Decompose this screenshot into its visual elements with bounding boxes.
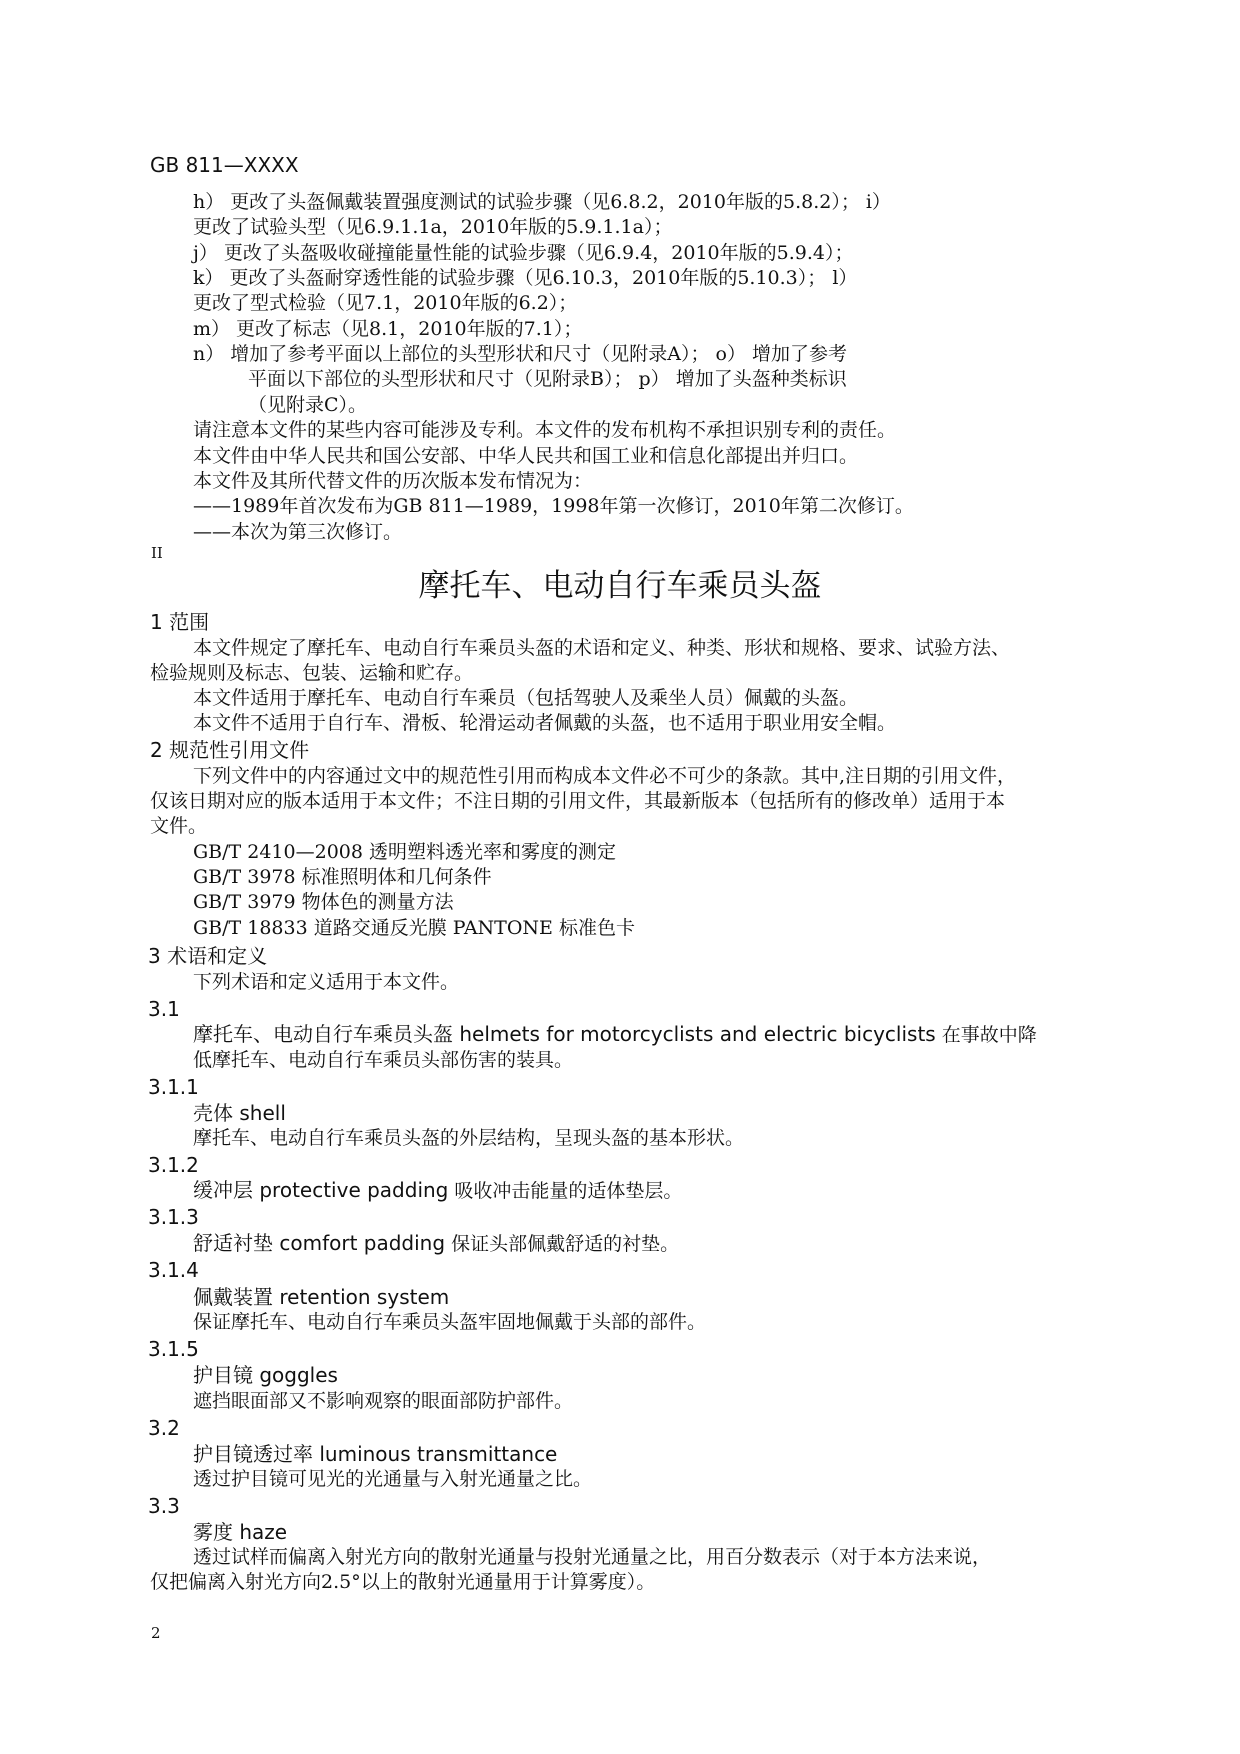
clause-number-3-1-3: 3.1.3: [148, 1205, 199, 1229]
term-3-1-1-definition: 摩托车、电动自行车乘员头盔的外层结构，呈现头盔的基本形状。: [193, 1127, 745, 1149]
history-item-2: ——本次为第三次修订。: [193, 521, 403, 543]
term-3-1-definition-end: 低摩托车、电动自行车乘员头部伤害的装具。: [193, 1049, 574, 1071]
term-3-1-1-name: 壳体 shell: [193, 1101, 286, 1125]
term-3-1-5-name: 护目镜 goggles: [193, 1363, 338, 1387]
clause-number-3-1-1: 3.1.1: [148, 1075, 199, 1099]
change-item-k: k） 更改了头盔耐穿透性能的试验步骤（见6.10.3，2010年版的5.10.3）； l）: [193, 267, 858, 289]
term-3-1-definition-start: 在事故中降: [935, 1024, 1037, 1046]
term-3-1-2-definition: 吸收冲击能量的适体垫层。: [448, 1180, 683, 1202]
roman-page-number: II: [151, 544, 163, 562]
change-item-o: 平面以下部位的头型形状和尺寸（见附录B）； p） 增加了头盔种类标识: [248, 368, 847, 390]
reference-item: GB/T 3979 物体色的测量方法: [193, 891, 454, 913]
section-1-para-3: 本文件不适用于自行车、滑板、轮滑运动者佩戴的头盔，也不适用于职业用安全帽。: [193, 712, 897, 734]
change-item-p: （见附录C）。: [248, 394, 368, 416]
document-title: 摩托车、电动自行车乘员头盔: [418, 568, 822, 604]
history-item-1: ——1989年首次发布为GB 811—1989，1998年第一次修订，2010年第二次修订。: [193, 495, 914, 517]
section-1-heading: 1 范围: [150, 610, 210, 634]
term-3-3-name: 雾度 haze: [193, 1520, 288, 1544]
term-3-1-3: [193, 1231, 679, 1257]
section-1-para-2: 本文件适用于摩托车、电动自行车乘员（包括驾驶人及乘坐人员）佩戴的头盔。: [193, 687, 859, 709]
change-item-h: h） 更改了头盔佩戴装置强度测试的试验步骤（见6.8.2，2010年版的5.8.2）； i）: [193, 191, 891, 213]
clause-number-3-1-5: 3.1.5: [148, 1337, 199, 1361]
term-3-1: [193, 1022, 1037, 1048]
term-3-1-5-definition: 遮挡眼面部又不影响观察的眼面部防护部件。: [193, 1390, 574, 1412]
term-3-1-3-name: 舒适衬垫 comfort padding: [193, 1231, 446, 1255]
patent-note: 请注意本文件的某些内容可能涉及专利。本文件的发布机构不承担识别专利的责任。: [193, 419, 897, 441]
change-item-m: m） 更改了标志（见8.1，2010年版的7.1）；: [193, 318, 583, 340]
section-1-para-1b: 检验规则及标志、包装、运输和贮存。: [150, 662, 474, 684]
section-3-heading: 3 术语和定义: [148, 944, 268, 968]
term-3-1-4-name: 佩戴装置 retention system: [193, 1285, 450, 1309]
clause-number-3-1-2: 3.1.2: [148, 1153, 199, 1177]
section-3-intro: 下列术语和定义适用于本文件。: [193, 971, 460, 993]
term-3-2-definition: 透过护目镜可见光的光通量与入射光通量之比。: [193, 1468, 593, 1490]
term-3-1-4-definition: 保证摩托车、电动自行车乘员头盔牢固地佩戴于头部的部件。: [193, 1311, 707, 1333]
term-3-3-definition-2: 仅把偏离入射光方向2.5°以上的散射光通量用于计算雾度）。: [150, 1571, 656, 1593]
section-2-para-1b: 仅该日期对应的版本适用于本文件；不注日期的引用文件，其最新版本（包括所有的修改单）适用于本: [150, 790, 1006, 812]
change-item-l: 更改了型式检验（见7.1，2010年版的6.2）；: [193, 292, 578, 314]
proposer-note: 本文件由中华人民共和国公安部、中华人民共和国工业和信息化部提出并归口。: [193, 445, 859, 467]
change-item-i: 更改了试验头型（见6.9.1.1a，2010年版的5.9.1.1a）；: [193, 216, 673, 238]
section-2-heading: 2 规范性引用文件: [150, 738, 310, 762]
term-3-1-2: [193, 1178, 682, 1204]
term-3-1-3-definition: 保证头部佩戴舒适的衬垫。: [445, 1233, 680, 1255]
section-2-para-1c: 文件。: [150, 815, 208, 837]
term-3-2-name: 护目镜透过率 luminous transmittance: [193, 1442, 558, 1466]
clause-number-3-1-4: 3.1.4: [148, 1258, 199, 1282]
change-item-n: n） 增加了参考平面以上部位的头型形状和尺寸（见附录A）； o） 增加了参考: [193, 343, 848, 365]
term-3-1-2-name: 缓冲层 protective padding: [193, 1178, 449, 1202]
clause-number-3-2: 3.2: [148, 1416, 180, 1440]
term-3-3-definition-1: 透过试样而偏离入射光方向的散射光通量与投射光通量之比，用百分数表示（对于本方法来说，: [193, 1546, 992, 1568]
change-item-j: j） 更改了头盔吸收碰撞能量性能的试验步骤（见6.9.4，2010年版的5.9.4）；: [193, 242, 854, 264]
section-2-para-1a: 下列文件中的内容通过文中的规范性引用而构成本文件必不可少的条款。其中,注日期的引用文件，: [193, 765, 1017, 787]
section-1-para-1a: 本文件规定了摩托车、电动自行车乘员头盔的术语和定义、种类、形状和规格、要求、试验方法、: [193, 637, 1011, 659]
reference-item: GB/T 18833 道路交通反光膜 PANTONE 标准色卡: [193, 917, 635, 939]
clause-number-3-1: 3.1: [148, 997, 180, 1021]
page-number: 2: [151, 1624, 161, 1642]
history-intro: 本文件及其所代替文件的历次版本发布情况为：: [193, 470, 593, 492]
reference-item: GB/T 3978 标准照明体和几何条件: [193, 866, 492, 888]
clause-number-3-3: 3.3: [148, 1494, 180, 1518]
term-3-1-name: 摩托车、电动自行车乘员头盔 helmets for motorcyclists and electric bicyclists: [193, 1022, 936, 1046]
reference-item: GB/T 2410—2008 透明塑料透光率和雾度的测定: [193, 841, 617, 863]
standard-code-header: GB 811—XXXX: [150, 153, 299, 177]
